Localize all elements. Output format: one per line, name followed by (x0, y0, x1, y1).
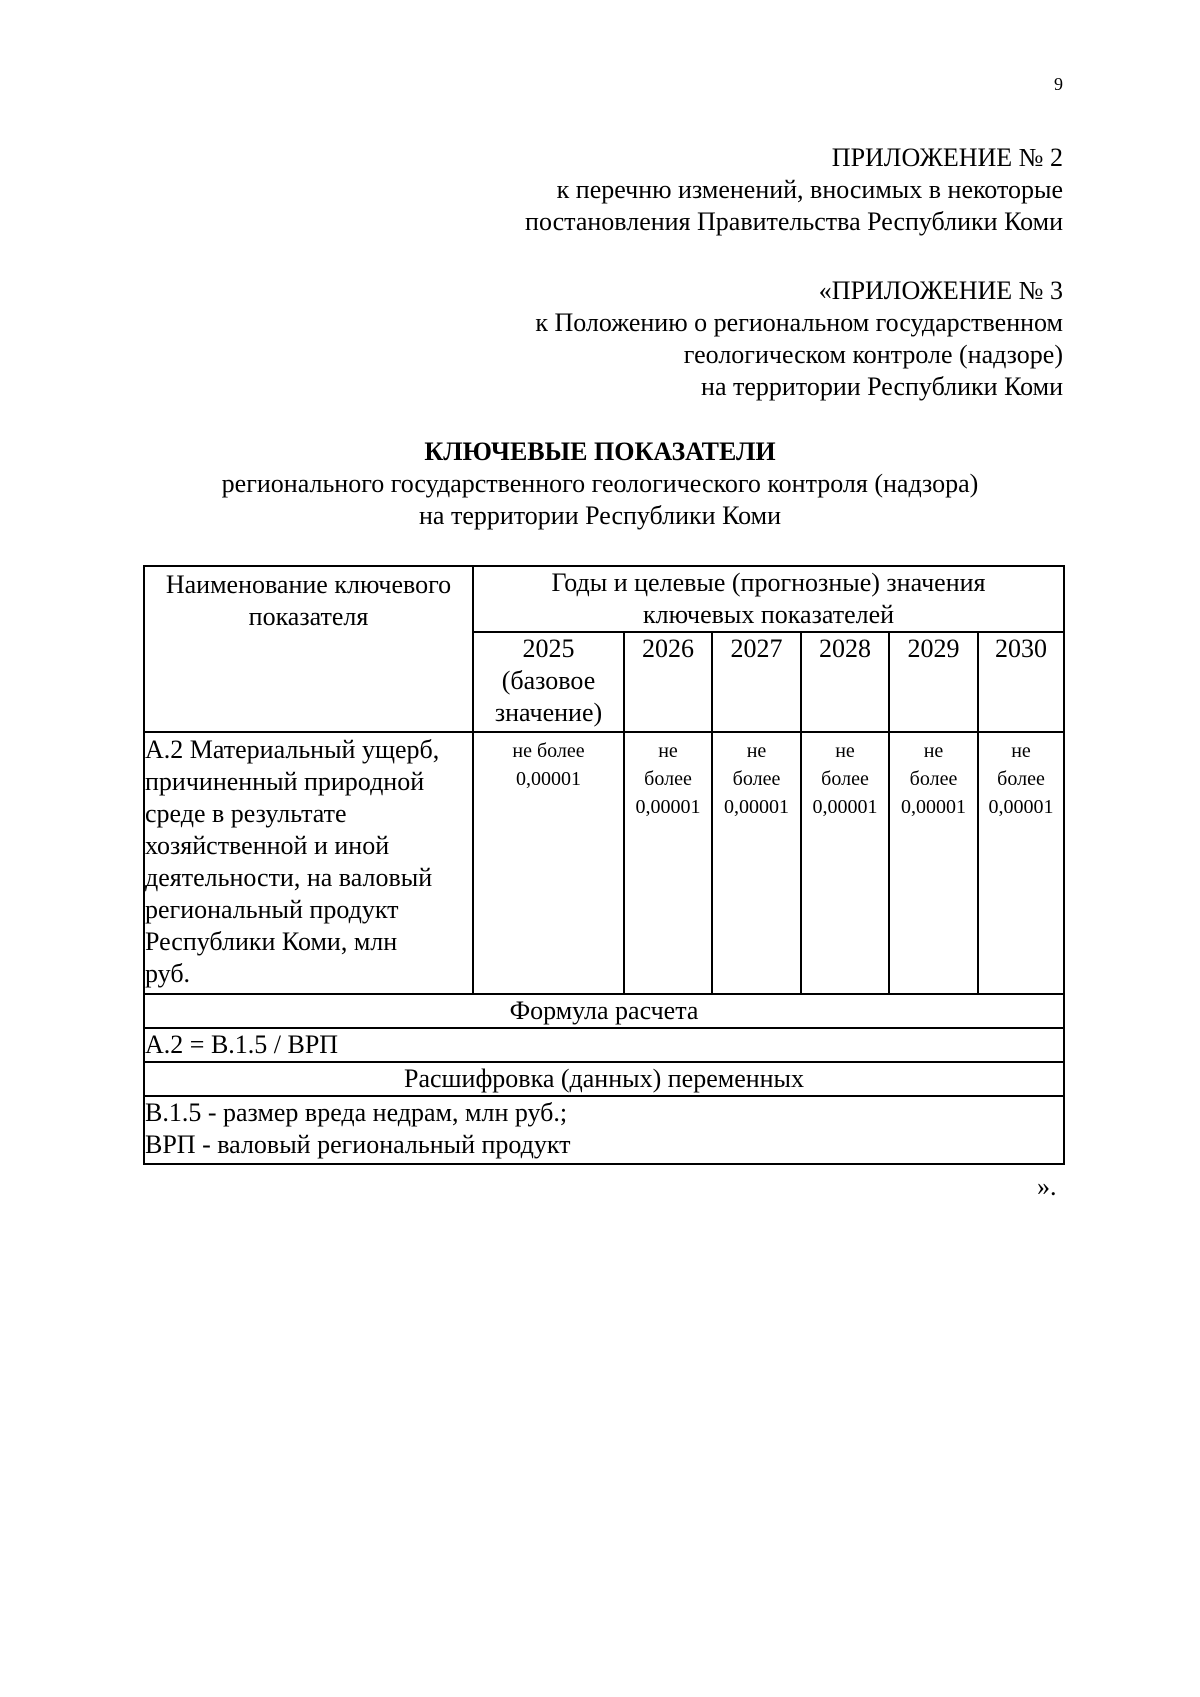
variables-header: Расшифровка (данных) переменных (144, 1062, 1064, 1096)
target-value: не более 0,00001 (801, 732, 889, 994)
appendix-line: к Положению о региональном государственном (535, 308, 1063, 337)
formula: А.2 = В.1.5 / ВРП (144, 1028, 1064, 1062)
title-subtitle: на территории Республики Коми (419, 501, 781, 530)
title-main: КЛЮЧЕВЫЕ ПОКАЗАТЕЛИ (424, 437, 776, 466)
target-value: не более 0,00001 (624, 732, 712, 994)
year-header: 2026 (624, 632, 712, 732)
target-value: не более 0,00001 (978, 732, 1064, 994)
appendix-line: к перечню изменений, вносимых в некоторые (556, 175, 1063, 204)
year-header: 2030 (978, 632, 1064, 732)
header-years: Годы и целевые (прогнозные) значения ключевых показателей (473, 566, 1064, 632)
appendix-2-header (525, 142, 1063, 238)
indicator-name: А.2 Материальный ущерб, причиненный природной среде в результате хозяйственной и иной деятельности, на валовый региональный продукт Республики Коми, млн руб. (144, 732, 473, 994)
appendix-3-header (535, 275, 1063, 403)
appendix-line: «ПРИЛОЖЕНИЕ № 3 (818, 276, 1063, 305)
appendix-line: постановления Правительства Республики Коми (525, 207, 1063, 236)
year-header: 2029 (889, 632, 978, 732)
title-subtitle: регионального государственного геологического контроля (надзора) (221, 469, 979, 498)
appendix-line: ПРИЛОЖЕНИЕ № 2 (831, 143, 1063, 172)
appendix-line: геологическом контроле (надзоре) (683, 340, 1063, 369)
appendix-line: на территории Республики Коми (701, 372, 1063, 401)
target-value: не более 0,00001 (712, 732, 801, 994)
key-indicators-table (143, 565, 1065, 1165)
formula-header: Формула расчета (144, 994, 1064, 1028)
page-number: 9 (1054, 74, 1063, 94)
variables-list (144, 1096, 1064, 1164)
year-header: 2027 (712, 632, 801, 732)
closing-quote: ». (1037, 1172, 1057, 1201)
year-header: 2025 (базовое значение) (473, 632, 624, 732)
year-header: 2028 (801, 632, 889, 732)
variable-item: В.1.5 - размер вреда недрам, млн руб.; (145, 1098, 568, 1127)
target-value: не более 0,00001 (473, 732, 624, 994)
target-value: не более 0,00001 (889, 732, 978, 994)
document-title (0, 436, 1200, 532)
variable-item: ВРП - валовый региональный продукт (145, 1130, 571, 1159)
header-indicator-name: Наименование ключевого показателя (144, 566, 473, 732)
